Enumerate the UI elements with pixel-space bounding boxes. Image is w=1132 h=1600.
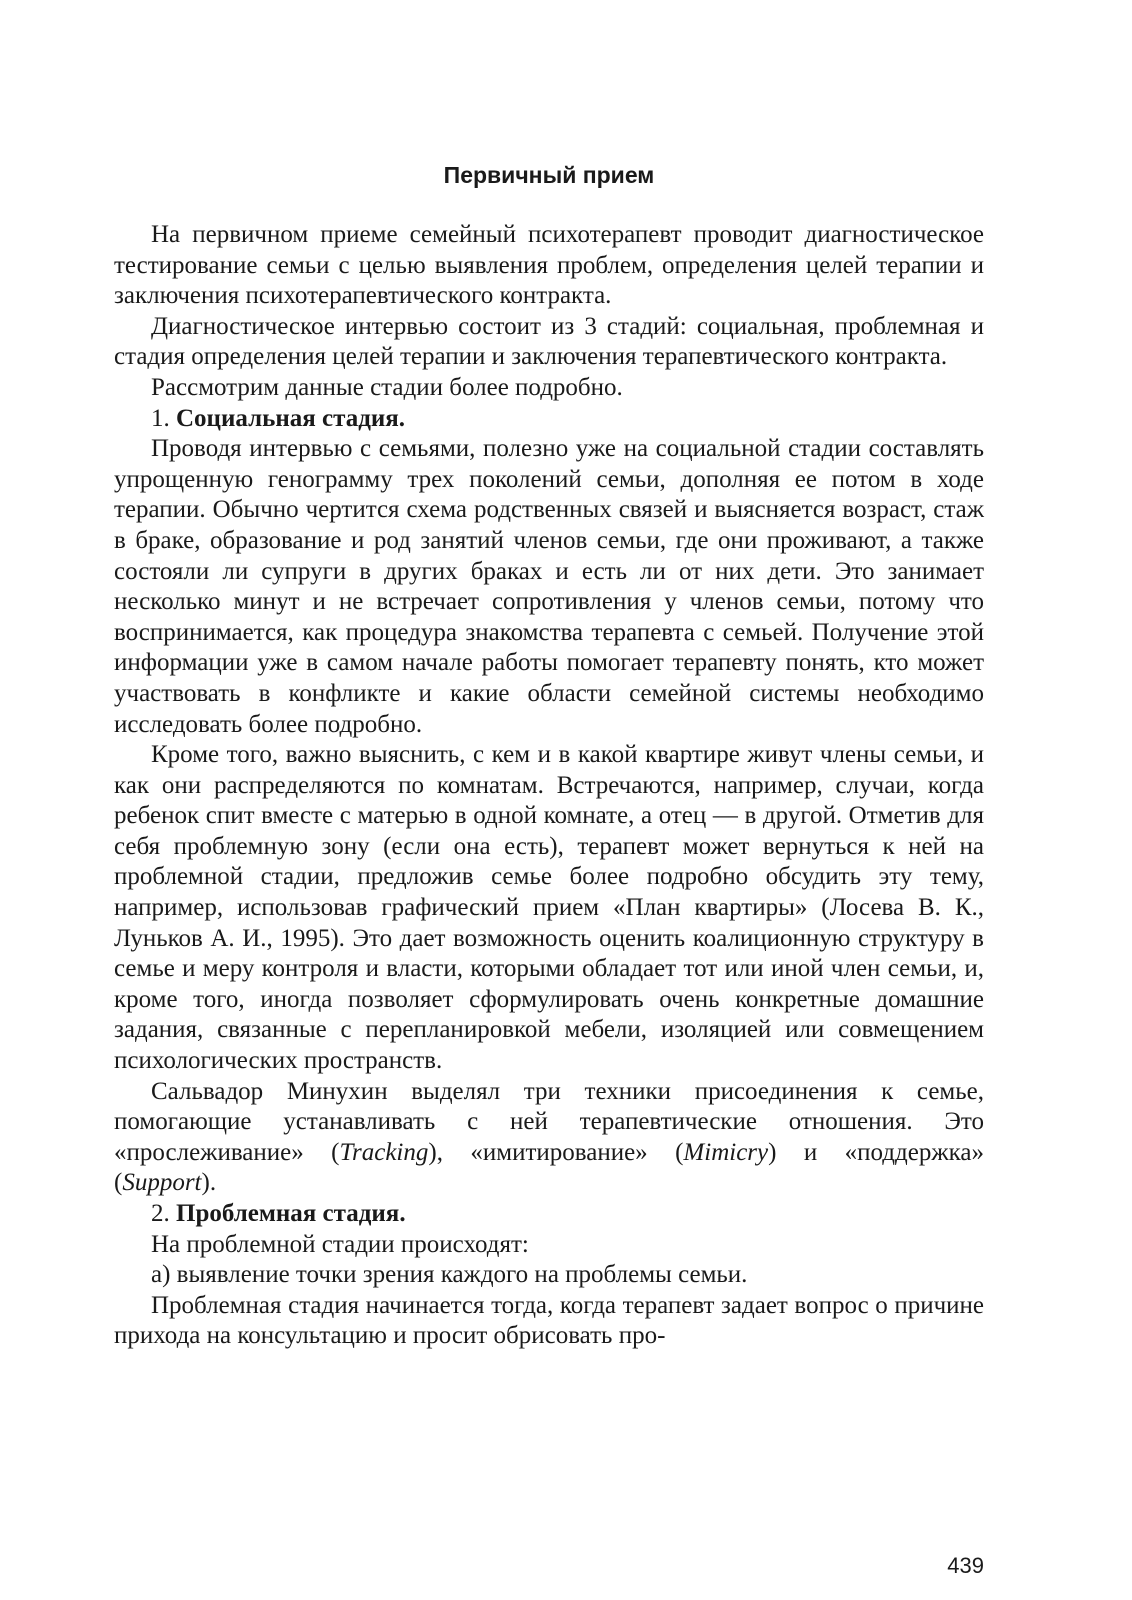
book-page — [114, 0, 984, 1600]
paragraph: Диагностическое интервью состоит из 3 стадий: социальная, проблемная и стадия определения целей терапии и заключения терапевтического контракта. — [114, 312, 984, 371]
paragraph: Кроме того, важно выяснить, с кем и в какой квартире живут члены семьи, и как они распределяются по комнатам. Встречаются, например, случаи, когда ребенок спит вместе с матерью в одной комнате, а отец — в другой. Отметив для себя проблемную зону (если она есть), терапевт может вернуться к ней на проблемной стадии, предложив семье более подробно обсудить эту тему, например, использовав графический прием «План квартиры» (Лосева В. К., Луньков А. И., 1995). Это дает возможность оценить коалиционную структуру в семье и меру контроля и власти, которыми обладает тот или иной член семьи, и, кроме того, иногда позволяет сформулировать очень конкретные домашние задания, связанные с перепланировкой мебели, изоляцией или совмещением психологических пространств. — [114, 741, 984, 1075]
subsection-title: Социальная стадия. — [176, 404, 406, 432]
paragraph: На первичном приеме семейный психотерапевт проводит диагностическое тестирование семьи с целью выявления проблем, определения целей терапии и заключения психотерапевтического контракта. — [114, 221, 984, 310]
subsection-heading — [114, 1199, 984, 1230]
text-run: ), «имитирование» ( — [428, 1138, 684, 1166]
term-tracking: Tracking — [339, 1138, 429, 1166]
subsection-number: 2. — [151, 1200, 176, 1227]
paragraph: На проблемной стадии происходят: — [151, 1230, 529, 1258]
list-item: а) выявление точки зрения каждого на проблемы семьи. — [151, 1261, 748, 1289]
section-title: Первичный прием — [443, 162, 655, 188]
text-run: ). — [201, 1169, 217, 1197]
subsection-number: 1. — [151, 404, 176, 432]
subsection-heading — [114, 404, 984, 435]
body-text — [114, 220, 984, 1352]
text-run: Сальвадор Минухин выделял три техники присоединения к семье, помогающие устанавливать с ней терапевтические отношения. Это «прослеживание» ( — [114, 1077, 984, 1166]
subsection-title: Проблемная стадия. — [176, 1200, 406, 1227]
page-number: 439 — [947, 1553, 984, 1578]
term-support: Support — [122, 1169, 202, 1197]
paragraph: Проблемная стадия начинается тогда, когда терапевт задает вопрос о причине прихода на консультацию и просит обрисовать про- — [114, 1291, 984, 1350]
term-mimicry: Mimicry — [683, 1138, 769, 1166]
paragraph — [114, 1077, 984, 1199]
text-run: ) и «поддержка» ( — [114, 1138, 984, 1197]
paragraph: Рассмотрим данные стадии более подробно. — [151, 373, 623, 401]
paragraph: Проводя интервью с семьями, полезно уже на социальной стадии составлять упрощенную генограмму трех поколений семьи, дополняя ее потом в ходе терапии. Обычно чертится схема родственных связей и выясняется возраст, стаж в браке, образование и род занятий членов семьи, где они проживают, а также состояли ли супруги в других браках и есть ли от них дети. Это занимает несколько минут и не встречает сопротивления у членов семьи, потому что воспринимается, как процедура знакомства терапевта с семьей. Получение этой информации уже в самом начале работы помогает терапевту понять, кто может участвовать в конфликте и какие области семейной системы необходимо исследовать более подробно. — [114, 435, 984, 738]
